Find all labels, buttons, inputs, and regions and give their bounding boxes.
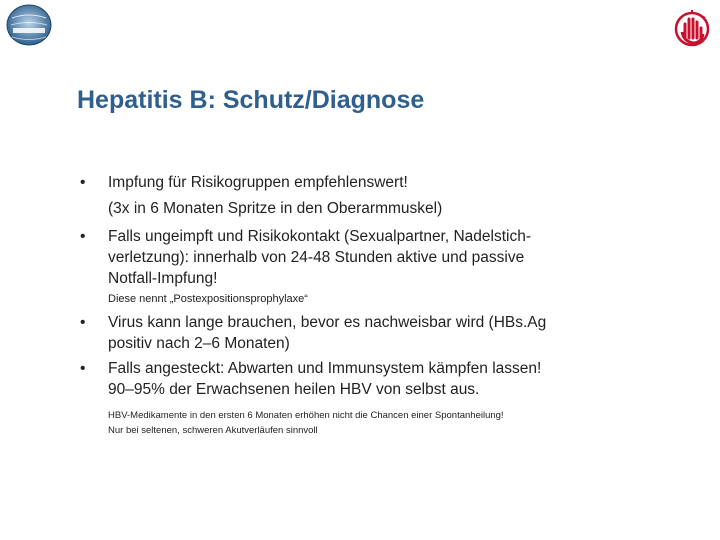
- bullet-marker: •: [80, 228, 86, 245]
- bullet-4-note-1: HBV-Medikamente in den ersten 6 Monaten erhöhen nicht die Chancen einer Spontanheilung!: [108, 410, 504, 421]
- bullet-marker: •: [80, 314, 86, 331]
- bullet-2-note: Diese nennt „Postexpositionsprophylaxe“: [108, 293, 308, 305]
- bullet-2-line-3: Notfall-Impfung!: [108, 270, 218, 287]
- bullet-2-line-2: verletzung): innerhalb von 24-48 Stunden aktive und passive: [108, 249, 525, 266]
- bullet-1-line-1: Impfung für Risikogruppen empfehlenswert!: [108, 174, 408, 191]
- bullet-4-line-2: 90–95% der Erwachsenen heilen HBV von selbst aus.: [108, 381, 480, 398]
- bullet-4-note-2: Nur bei seltenen, schweren Akutverläufen sinnvoll: [108, 425, 318, 436]
- bullet-3-line-2: positiv nach 2–6 Monaten): [108, 335, 290, 352]
- bullet-1-line-2: (3x in 6 Monaten Spritze in den Oberarmmuskel): [108, 200, 443, 217]
- bullet-marker: •: [80, 174, 86, 191]
- bullet-2-line-1: Falls ungeimpft und Risikokontakt (Sexualpartner, Nadelstich-: [108, 228, 532, 245]
- bullet-marker: •: [80, 360, 86, 377]
- bullet-3-line-1: Virus kann lange brauchen, bevor es nachweisbar wird (HBs.Ag: [108, 314, 547, 331]
- slide-title: Hepatitis B: Schutz/Diagnose: [77, 86, 425, 114]
- bullet-4-line-1: Falls angesteckt: Abwarten und Immunsystem kämpfen lassen!: [108, 360, 542, 377]
